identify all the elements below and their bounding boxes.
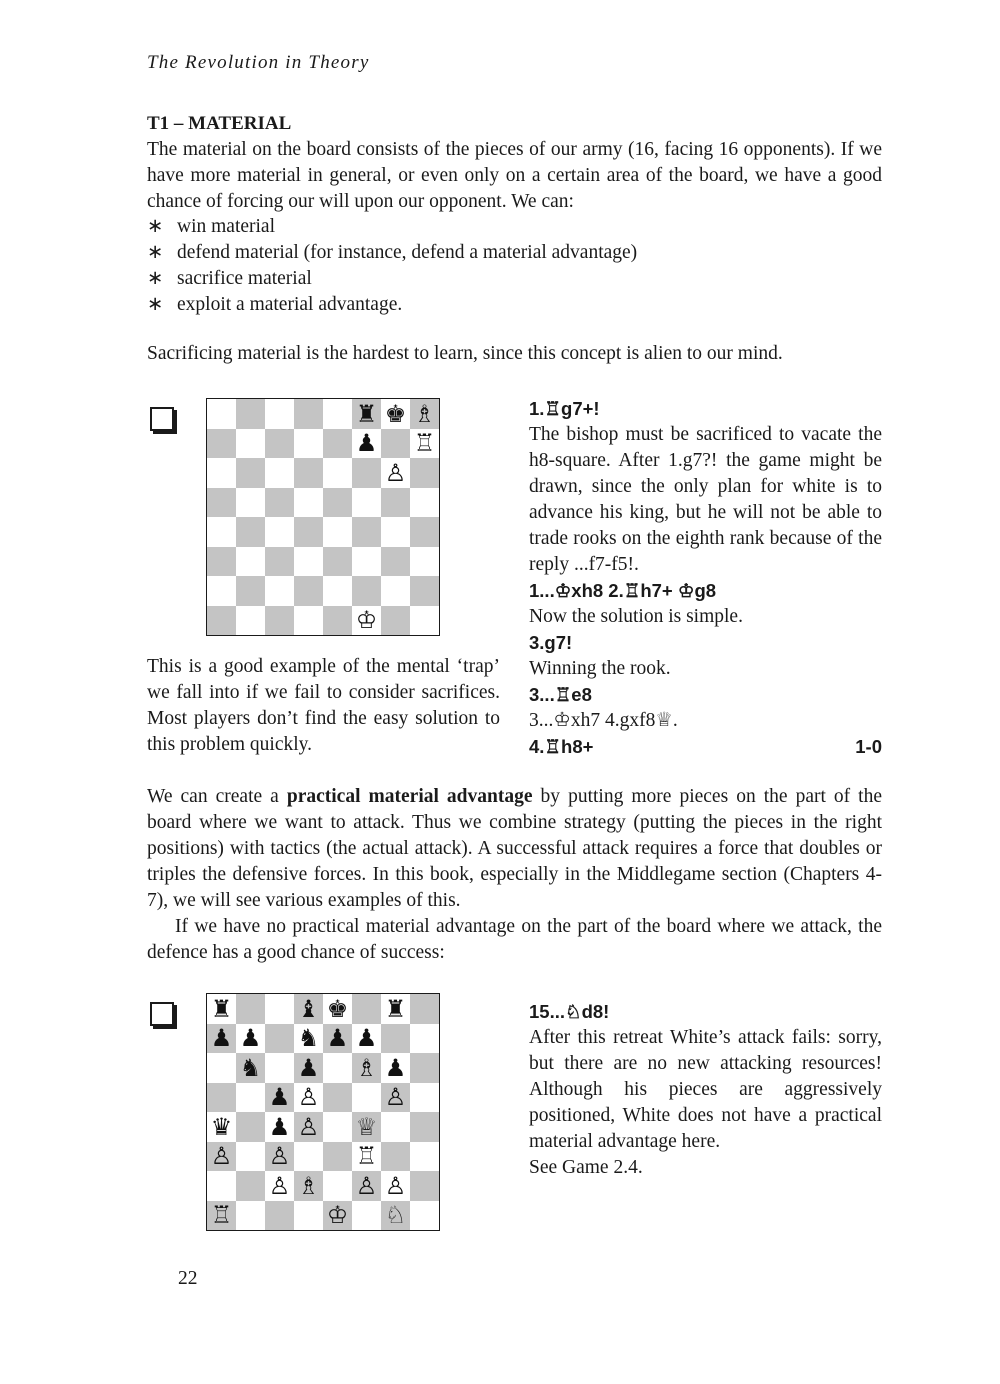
square-b8 <box>236 399 265 429</box>
bullet-list <box>147 214 882 318</box>
intro-paragraph <box>147 137 882 215</box>
square-c1 <box>265 1201 294 1231</box>
chess-piece-icon: ♖ <box>413 429 436 458</box>
chess-piece-icon: ♙ <box>384 1171 407 1200</box>
square-h2 <box>410 576 439 606</box>
square-a2 <box>207 1171 236 1201</box>
chess-piece-icon: ♚ <box>326 994 349 1023</box>
square-c5 <box>265 488 294 518</box>
square-g4 <box>381 517 410 547</box>
square-c3 <box>265 547 294 577</box>
chess-piece-icon: ♟ <box>326 1024 349 1053</box>
chess-piece-icon: ♕ <box>355 1112 378 1141</box>
game-result: 1-0 <box>855 736 882 757</box>
square-g6 <box>381 1053 410 1083</box>
list-item-text: sacrifice material <box>177 268 312 289</box>
square-d2 <box>294 1171 323 1201</box>
chess-piece-icon: ♚ <box>384 399 407 428</box>
square-a2 <box>207 576 236 606</box>
square-g5 <box>381 1083 410 1113</box>
chess-piece-icon: ♙ <box>384 458 407 487</box>
square-d4 <box>294 517 323 547</box>
square-b5 <box>236 488 265 518</box>
square-h5 <box>410 1083 439 1113</box>
square-c8 <box>265 399 294 429</box>
square-e5 <box>323 1083 352 1113</box>
practical-advantage-paragraph <box>147 784 882 914</box>
list-item <box>147 240 882 266</box>
square-g8 <box>381 399 410 429</box>
square-a6 <box>207 1053 236 1083</box>
chess-piece-icon: ♟ <box>355 1024 378 1053</box>
annotation: Winning the rook. <box>529 658 671 679</box>
move-line: 3...♖e8 <box>529 684 592 705</box>
square-b4 <box>236 1112 265 1142</box>
bullet-symbol: ∗ <box>147 268 164 289</box>
chess-piece-icon: ♗ <box>413 399 436 428</box>
square-h7 <box>410 1024 439 1054</box>
annotation: The bishop must be sacrificed to vacate the h8-square. After 1.g7?! the game might be drawn, since the only plan for white is to advance his king, but he will not be able to trade rooks on the eighth rank because of the reply ...f7-f5!. <box>529 424 882 575</box>
square-c4 <box>265 1112 294 1142</box>
square-d5 <box>294 488 323 518</box>
square-b3 <box>236 547 265 577</box>
list-item-text: exploit a material advantage. <box>177 294 403 315</box>
chess-piece-icon: ♟ <box>355 429 378 458</box>
text-run: by putting more pieces on the part of the board where we want to attack. Thus we combine strategy (putting the pieces in the right positions) with tactics (the actual attack). A successful attack requires a force that doubles or triples the defensive forces. In this book, especially in the Middlegame section (Chapters 4-7), we will see various examples of this. <box>147 786 883 911</box>
square-e4 <box>323 517 352 547</box>
defence-paragraph: If we have no practical material advantage on the part of the board where we attack, the defence has a good chance of success: <box>147 916 882 963</box>
square-b6 <box>236 1053 265 1083</box>
middle-paragraphs <box>147 784 882 966</box>
square-d5 <box>294 1083 323 1113</box>
square-c6 <box>265 458 294 488</box>
square-h6 <box>410 458 439 488</box>
bullet-symbol: ∗ <box>147 216 164 237</box>
square-c3 <box>265 1142 294 1172</box>
square-b5 <box>236 1083 265 1113</box>
square-f5 <box>352 488 381 518</box>
chess-piece-icon: ♙ <box>268 1142 291 1171</box>
square-f3 <box>352 547 381 577</box>
square-d3 <box>294 547 323 577</box>
square-c7 <box>265 1024 294 1054</box>
chess-piece-icon: ♗ <box>355 1053 378 1082</box>
square-a5 <box>207 1083 236 1113</box>
chess-piece-icon: ♜ <box>384 994 407 1023</box>
list-item <box>147 292 882 318</box>
chess-piece-icon: ♖ <box>355 1142 378 1171</box>
square-f1 <box>352 1201 381 1231</box>
square-c7 <box>265 429 294 459</box>
square-a7 <box>207 1024 236 1054</box>
square-c2 <box>265 576 294 606</box>
square-b6 <box>236 458 265 488</box>
square-a3 <box>207 1142 236 1172</box>
square-a8 <box>207 399 236 429</box>
square-c6 <box>265 1053 294 1083</box>
chess-diagram-1 <box>206 398 440 636</box>
chess-piece-icon: ♙ <box>297 1112 320 1141</box>
bold-term: practical material advantage <box>286 786 533 807</box>
section-heading: T1 – MATERIAL <box>147 113 292 134</box>
square-f4 <box>352 1112 381 1142</box>
list-item <box>147 214 882 240</box>
square-f8 <box>352 399 381 429</box>
move-line: 1.♖g7+! <box>529 398 600 419</box>
chess-piece-icon: ♞ <box>297 1024 320 1053</box>
square-e7 <box>323 429 352 459</box>
annotation: 3...♔xh7 4.gxf8♕. <box>529 710 678 731</box>
chess-piece-icon: ♟ <box>268 1112 291 1141</box>
square-d2 <box>294 576 323 606</box>
intro-text: The material on the board consists of the pieces of our army (16, facing 16 opponents). If we have more material in general, or even only on a certain area of the board, we have a good chance of forcing our will upon our opponent. We can: <box>147 139 882 212</box>
square-h8 <box>410 399 439 429</box>
square-h1 <box>410 606 439 636</box>
bullet-symbol: ∗ <box>147 242 164 263</box>
square-h3 <box>410 1142 439 1172</box>
square-b4 <box>236 517 265 547</box>
square-h4 <box>410 1112 439 1142</box>
square-g2 <box>381 1171 410 1201</box>
chess-piece-icon: ♗ <box>297 1171 320 1200</box>
square-b7 <box>236 429 265 459</box>
annotation: See Game 2.4. <box>529 1157 643 1178</box>
square-b3 <box>236 1142 265 1172</box>
square-a7 <box>207 429 236 459</box>
square-b1 <box>236 1201 265 1231</box>
square-g7 <box>381 429 410 459</box>
square-g3 <box>381 1142 410 1172</box>
square-f5 <box>352 1083 381 1113</box>
annotation: Now the solution is simple. <box>529 606 743 627</box>
square-e2 <box>323 576 352 606</box>
square-g7 <box>381 1024 410 1054</box>
square-b8 <box>236 994 265 1024</box>
square-f8 <box>352 994 381 1024</box>
text-run: We can create a <box>147 786 287 807</box>
square-e8 <box>323 399 352 429</box>
chess-diagram-2 <box>206 993 440 1231</box>
chess-piece-icon: ♔ <box>355 606 378 635</box>
chess-piece-icon: ♖ <box>210 1201 233 1230</box>
square-f2 <box>352 576 381 606</box>
chess-piece-icon: ♜ <box>210 994 233 1023</box>
square-h3 <box>410 547 439 577</box>
square-g4 <box>381 1112 410 1142</box>
chess-piece-icon: ♟ <box>384 1053 407 1082</box>
square-d6 <box>294 1053 323 1083</box>
square-f3 <box>352 1142 381 1172</box>
square-e5 <box>323 488 352 518</box>
chess-piece-icon: ♘ <box>384 1201 407 1230</box>
square-b7 <box>236 1024 265 1054</box>
square-g8 <box>381 994 410 1024</box>
final-move-line <box>529 734 882 760</box>
square-b2 <box>236 1171 265 1201</box>
chess-piece-icon: ♝ <box>297 994 320 1023</box>
final-move: 4.♖h8+ <box>529 736 594 757</box>
square-d8 <box>294 994 323 1024</box>
square-g2 <box>381 576 410 606</box>
square-b1 <box>236 606 265 636</box>
diagram-1-solution <box>529 396 882 760</box>
chess-piece-icon: ♙ <box>210 1142 233 1171</box>
move-line: 15...♘d8! <box>529 1001 610 1022</box>
square-d7 <box>294 429 323 459</box>
square-f7 <box>352 1024 381 1054</box>
square-e2 <box>323 1171 352 1201</box>
chess-piece-icon: ♙ <box>384 1083 407 1112</box>
square-f4 <box>352 517 381 547</box>
square-a6 <box>207 458 236 488</box>
list-item-text: defend material (for instance, defend a material advantage) <box>177 242 638 263</box>
chess-piece-icon: ♟ <box>297 1053 320 1082</box>
sacrifice-sentence: Sacrificing material is the hardest to learn, since this concept is alien to our mind. <box>147 343 783 364</box>
square-e7 <box>323 1024 352 1054</box>
square-h7 <box>410 429 439 459</box>
chess-piece-icon: ♞ <box>239 1053 262 1082</box>
square-d4 <box>294 1112 323 1142</box>
list-item-text: win material <box>177 216 276 237</box>
square-b2 <box>236 576 265 606</box>
square-e8 <box>323 994 352 1024</box>
diagram-2-solution <box>529 999 882 1181</box>
square-g1 <box>381 606 410 636</box>
square-a1 <box>207 1201 236 1231</box>
square-c8 <box>265 994 294 1024</box>
square-e4 <box>323 1112 352 1142</box>
move-line: 3.g7! <box>529 632 573 653</box>
diagram-1-caption: This is a good example of the mental ‘trap’ we fall into if we fail to consider sacrifices. Most players don’t find the easy solution to this problem quickly. <box>147 656 500 755</box>
move-line: 1...♔xh8 2.♖h7+ ♔g8 <box>529 580 717 601</box>
chess-piece-icon: ♜ <box>355 399 378 428</box>
white-to-move-box <box>150 407 174 431</box>
square-e1 <box>323 1201 352 1231</box>
square-e6 <box>323 1053 352 1083</box>
square-h5 <box>410 488 439 518</box>
square-h4 <box>410 517 439 547</box>
chess-piece-icon: ♙ <box>297 1083 320 1112</box>
square-a1 <box>207 606 236 636</box>
chess-piece-icon: ♟ <box>210 1024 233 1053</box>
square-h2 <box>410 1171 439 1201</box>
square-c2 <box>265 1171 294 1201</box>
square-a3 <box>207 547 236 577</box>
square-a5 <box>207 488 236 518</box>
square-a8 <box>207 994 236 1024</box>
chess-piece-icon: ♛ <box>210 1112 233 1141</box>
square-h6 <box>410 1053 439 1083</box>
running-head: The Revolution in Theory <box>147 52 370 73</box>
square-f6 <box>352 458 381 488</box>
square-e3 <box>323 1142 352 1172</box>
square-e6 <box>323 458 352 488</box>
page-number: 22 <box>178 1268 198 1289</box>
square-a4 <box>207 1112 236 1142</box>
chess-piece-icon: ♙ <box>268 1171 291 1200</box>
square-e3 <box>323 547 352 577</box>
list-item <box>147 266 882 292</box>
square-d1 <box>294 606 323 636</box>
square-g3 <box>381 547 410 577</box>
chess-piece-icon: ♟ <box>239 1024 262 1053</box>
square-h8 <box>410 994 439 1024</box>
square-c1 <box>265 606 294 636</box>
square-e1 <box>323 606 352 636</box>
square-d8 <box>294 399 323 429</box>
square-d7 <box>294 1024 323 1054</box>
square-f1 <box>352 606 381 636</box>
square-g5 <box>381 488 410 518</box>
chess-piece-icon: ♙ <box>355 1171 378 1200</box>
square-h1 <box>410 1201 439 1231</box>
square-f7 <box>352 429 381 459</box>
square-d1 <box>294 1201 323 1231</box>
square-d6 <box>294 458 323 488</box>
square-f2 <box>352 1171 381 1201</box>
chess-piece-icon: ♔ <box>326 1201 349 1230</box>
square-g6 <box>381 458 410 488</box>
square-f6 <box>352 1053 381 1083</box>
annotation: After this retreat White’s attack fails: sorry, but there are no new attacking resources! Although his pieces are aggressively positioned, White does not have a practical material advantage here. <box>529 1027 882 1152</box>
square-c4 <box>265 517 294 547</box>
square-a4 <box>207 517 236 547</box>
bullet-symbol: ∗ <box>147 294 164 315</box>
square-g1 <box>381 1201 410 1231</box>
chess-piece-icon: ♟ <box>268 1083 291 1112</box>
white-to-move-box <box>150 1002 174 1026</box>
square-d3 <box>294 1142 323 1172</box>
square-c5 <box>265 1083 294 1113</box>
